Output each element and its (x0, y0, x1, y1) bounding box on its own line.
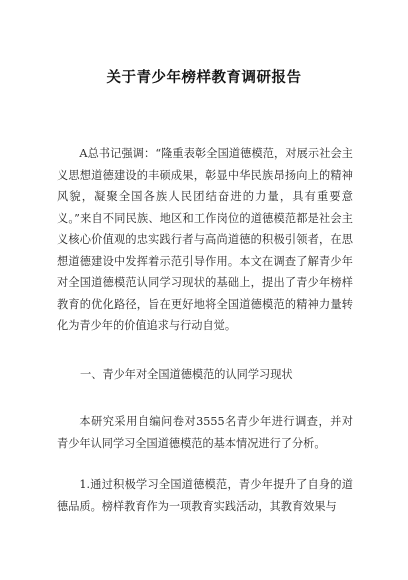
intro-paragraph: A总书记强调：“隆重表彰全国道德模范，对展示社会主义思想道德建设的丰硕成果，彰显中华民族昂扬向上的精神风貌，凝聚全国各族人民团结奋进的力量，具有重要意义。”来自不同民族、地区和工作岗位的道德模范都是社会主义核心价值观的忠实践行者与高尚道德的积极引领者，在思想道德建设中发挥着示范引导作用。本文在调查了解青少年对全国道德模范认同学习现状的基础上，提出了青少年榜样教育的优化路径，旨在更好地将全国道德模范的精神力量转化为青少年的价值追求与行动自觉。 (57, 147, 353, 332)
document-title: 关于青少年榜样教育调研报告 (106, 70, 302, 86)
body-paragraph: 本研究采用自编问卷对3555名青少年进行调查，并对青少年认同学习全国道德模范的基本情况进行了分析。 (57, 415, 353, 450)
body-paragraph: 1.通过积极学习全国道德模范，青少年提升了自身的道德品质。榜样教育作为一项教育实践活动，其教育效果与 (57, 478, 353, 513)
section-heading: 一、青少年对全国道德模范的认同学习现状 (80, 368, 293, 381)
